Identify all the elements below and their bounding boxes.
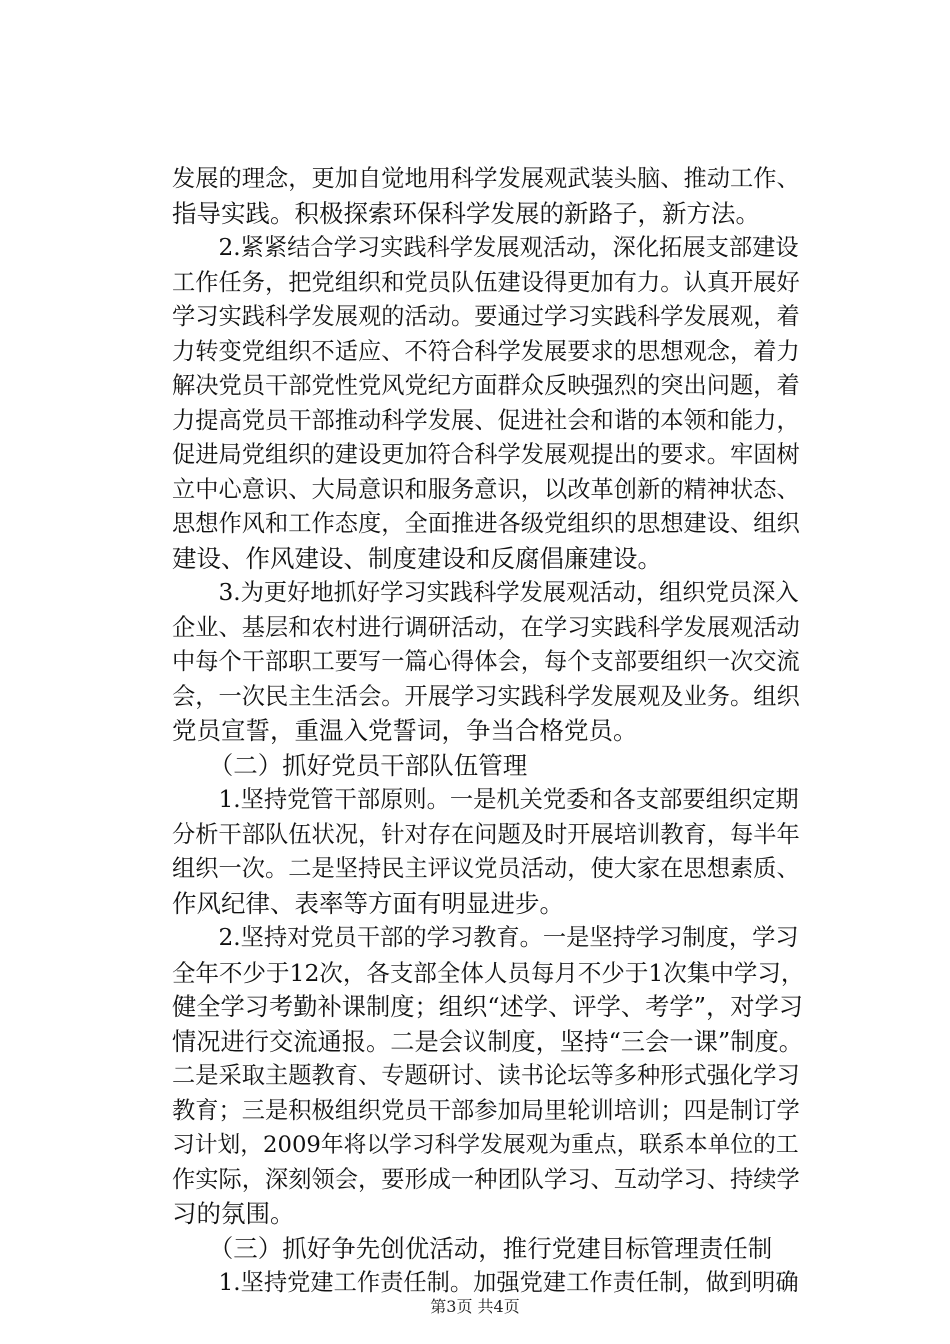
text-line: 力转变党组织不适应、不符合科学发展要求的思想观念，着力	[172, 337, 800, 365]
text-line: 全年不少于12次，各支部全体人员每月不少于1次集中学习，	[172, 958, 805, 987]
text-line: 2.紧紧结合学习实践科学发展观活动，深化拓展支部建设	[172, 234, 799, 261]
text-line: 健全学习考勤补课制度；组织“述学、评学、考学”，对学习	[172, 992, 804, 1021]
text-line: （三）抓好争先创优活动，推行党建目标管理责任制	[172, 1233, 773, 1263]
text-line: 情况进行交流通报。二是会议制度，坚持“三会一课”制度。	[172, 1026, 804, 1056]
text-line: 发展的理念，更加自觉地用科学发展观武装头脑、推动工作、	[172, 165, 800, 192]
text-line: 分析干部队伍状况，针对存在问题及时开展培训教育，每半年	[172, 820, 800, 848]
text-line: 会，一次民主生活会。开展学习实践科学发展观及业务。组织	[172, 682, 800, 710]
text-line: 思想作风和工作态度，全面推进各级党组织的思想建设、组织	[172, 510, 800, 537]
text-line: 中每个干部职工要写一篇心得体会，每个支部要组织一次交流	[172, 648, 800, 675]
text-line: 力提高党员干部推动科学发展、促进社会和谐的本领和能力，	[172, 406, 800, 434]
text-line: 作实际，深刻领会，要形成一种团队学习、互动学习、持续学	[172, 1165, 800, 1193]
text-line: 1.坚持党管干部原则。一是机关党委和各支部要组织定期	[172, 786, 799, 813]
text-line: 组织一次。二是坚持民主评议党员活动，使大家在思想素质、	[172, 855, 800, 882]
text-line: 习的氛围。	[172, 1199, 295, 1228]
text-line: （二）抓好党员干部队伍管理	[172, 750, 528, 780]
page-footer: 第3页 共4页	[430, 1297, 520, 1316]
text-line: 建设、作风建设、制度建设和反腐倡廉建设。	[172, 543, 662, 573]
text-line: 学习实践科学发展观的活动。要通过学习实践科学发展观，着	[172, 303, 800, 330]
text-line: 立中心意识、大局意识和服务意识，以改革创新的精神状态、	[172, 475, 800, 503]
text-line: 教育；三是积极组织党员干部参加局里轮训培训；四是制订学	[172, 1096, 800, 1124]
text-line: 2.坚持对党员干部的学习教育。一是坚持学习制度，学习	[172, 924, 799, 951]
text-line: 党员宣誓，重温入党誓词，争当合格党员。	[172, 716, 638, 745]
text-line: 促进局党组织的建设更加符合科学发展观提出的要求。牢固树	[172, 441, 800, 468]
text-line: 习计划，2009年将以学习科学发展观为重点，联系本单位的工	[172, 1132, 799, 1158]
text-line: 企业、基层和农村进行调研活动，在学习实践科学发展观活动	[172, 613, 800, 641]
document-body	[172, 162, 804, 1301]
text-line: 1.坚持党建工作责任制。加强党建工作责任制，做到明确	[172, 1269, 799, 1296]
text-line: 解决党员干部党性党风党纪方面群众反映强烈的突出问题，着	[172, 372, 800, 399]
text-line: 工作任务，把党组织和党员队伍建设得更加有力。认真开展好	[172, 268, 800, 296]
text-line: 指导实践。积极探索环保科学发展的新路子，新方法。	[172, 198, 760, 228]
text-line: 二是采取主题教育、专题研讨、读书论坛等多种形式强化学习	[172, 1062, 800, 1089]
text-line: 3.为更好地抓好学习实践科学发展观活动，组织党员深入	[172, 579, 799, 606]
text-line: 作风纪律、表率等方面有明显进步。	[172, 888, 564, 918]
